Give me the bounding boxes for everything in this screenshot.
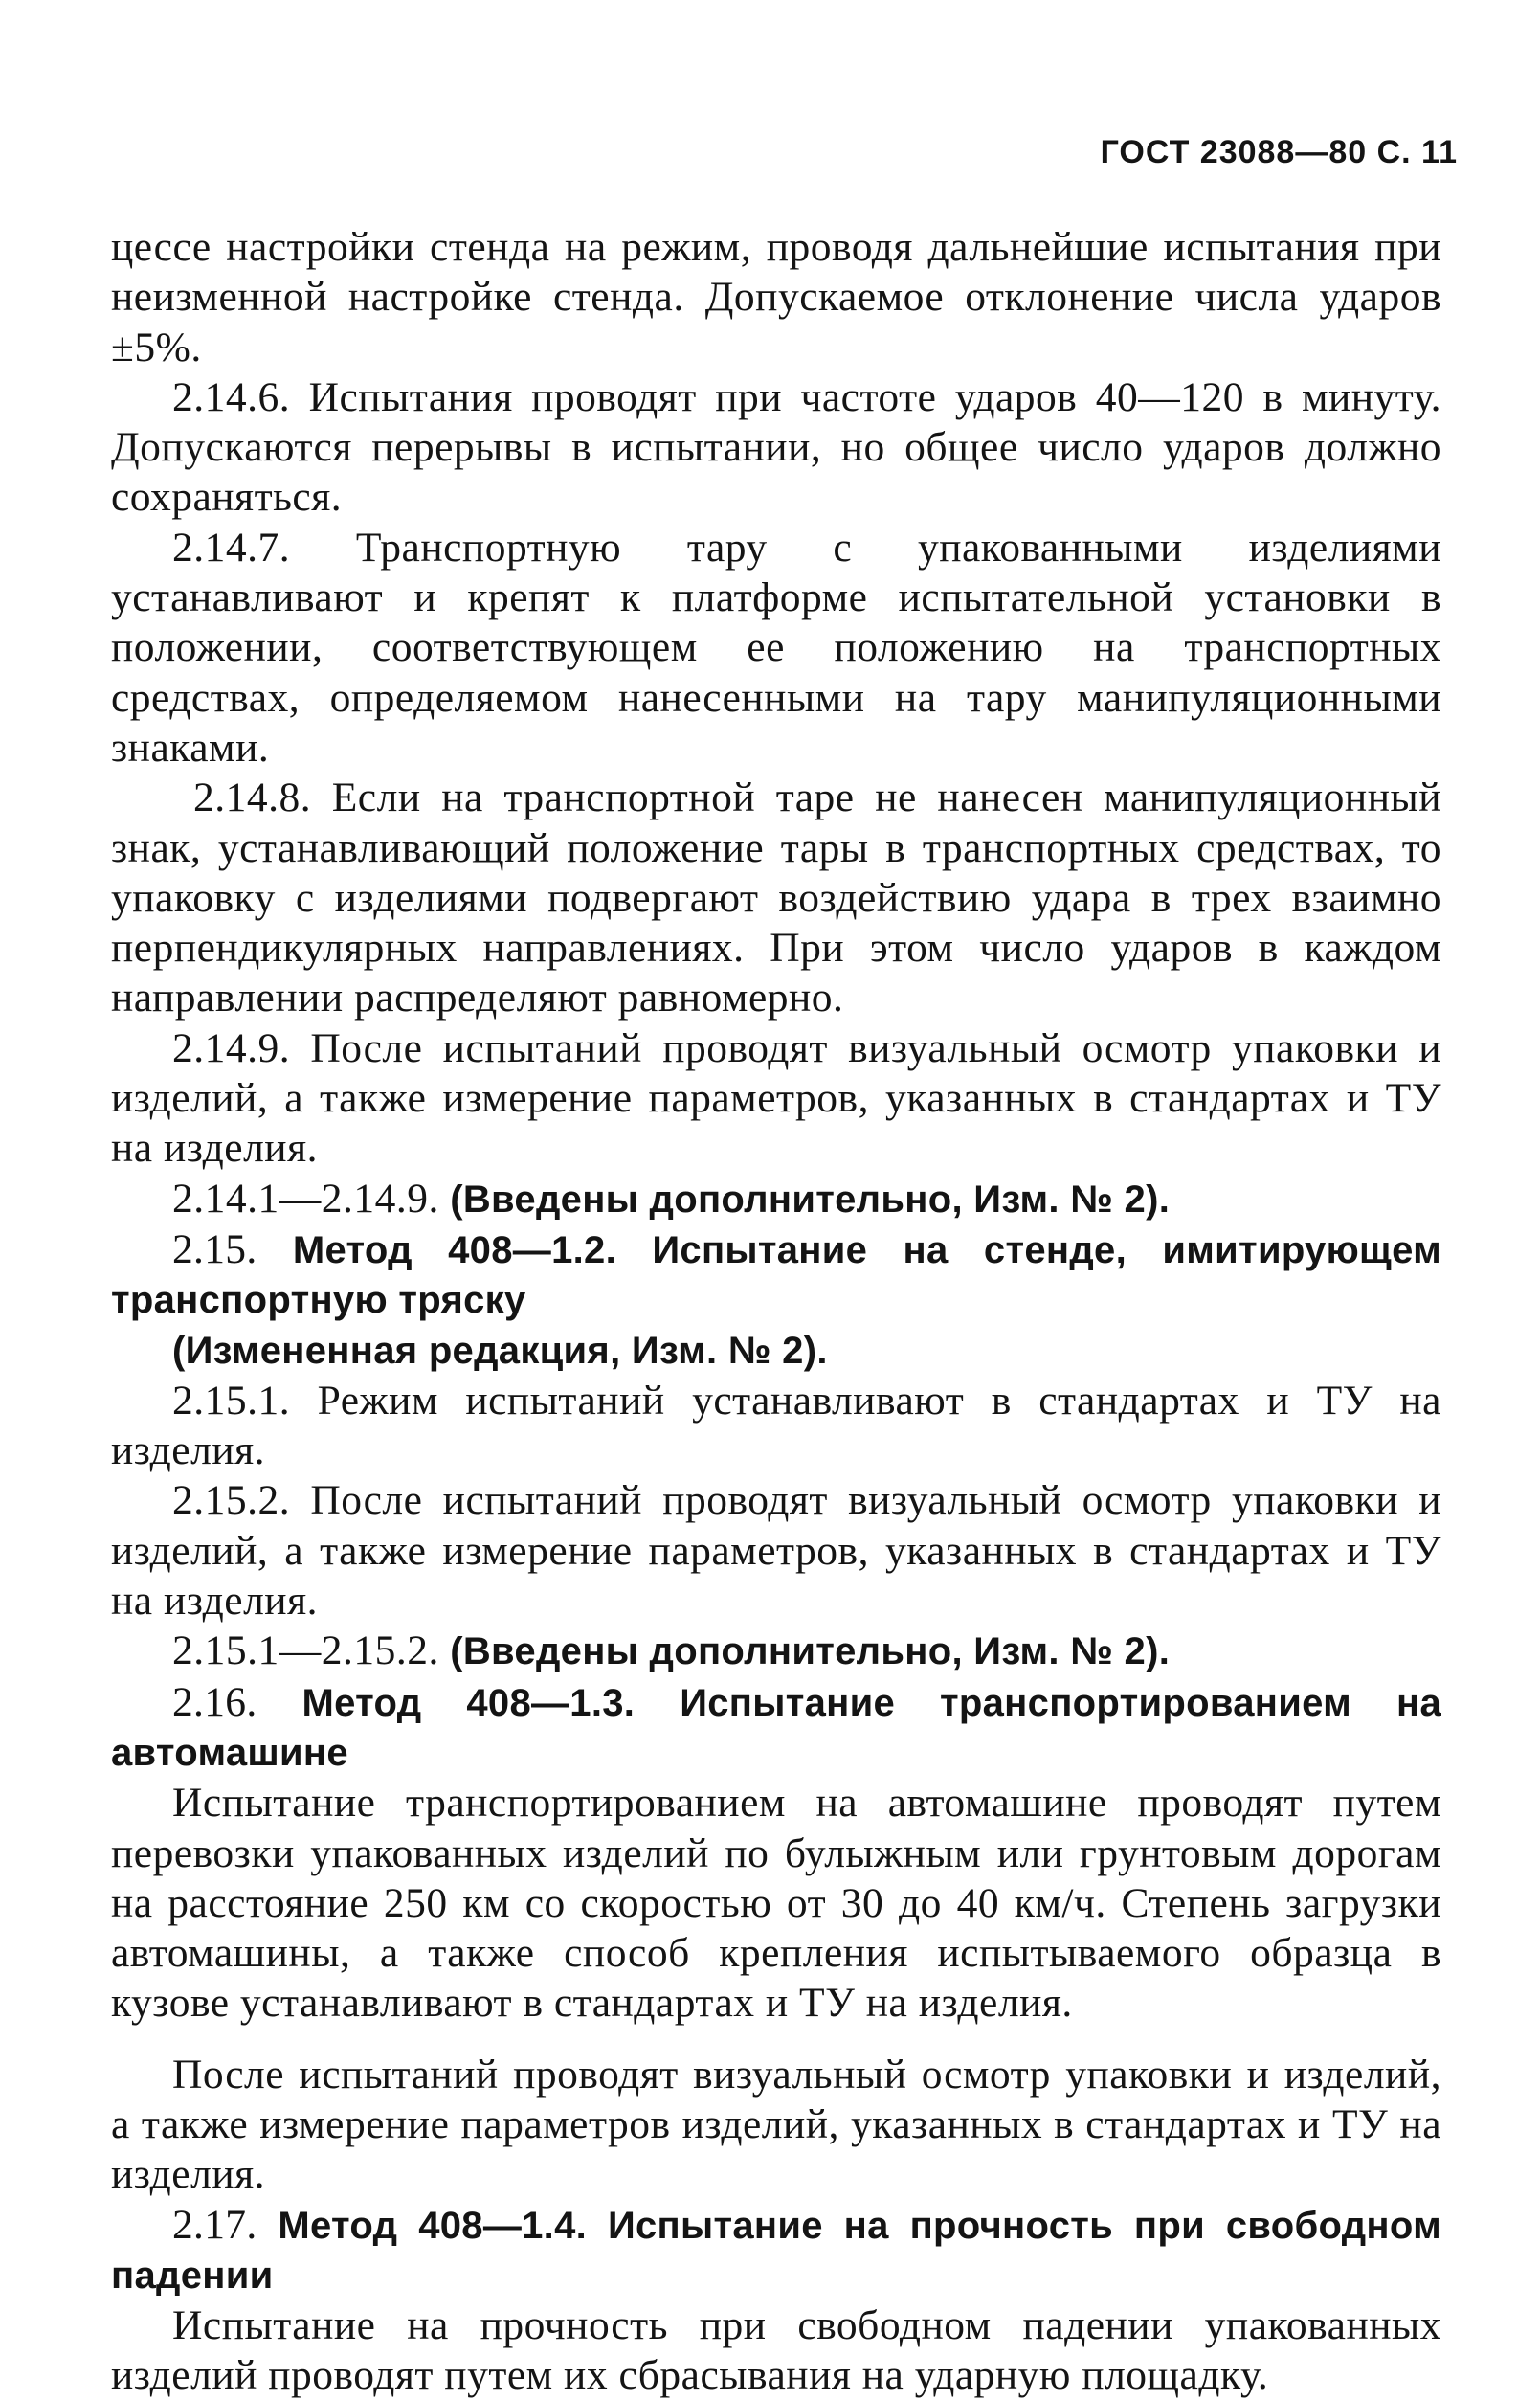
paragraph-2-14-6: 2.14.6. Испытания проводят при частоте ударов 40—120 в минуту. Допускаются перерывы в испытании, но общее число ударов должно сохраняться. [111,373,1441,521]
paragraph-2-16-body: Испытание транспортированием на автомашине проводят путем перевозки упакованных изделий по булыжным или грунтовым дорогам на расстояние 250 км со скоростью от 30 до 40 км/ч. Степень загрузки автомашины, а также способ крепления испытываемого образца в кузове устанавливают в стандартах и ТУ на изделия. [111,1780,1441,2027]
amendment-note-number: 2.15.1—2.15.2. [172,1627,439,1674]
section-heading-2-15 [111,1224,1441,1326]
paragraph-2-17-body: Испытание на прочность при свободном падении упакованных изделий проводят путем их сбрасывания на ударную площадку. [111,2302,1441,2399]
section-number: 2.16. [172,1678,257,1725]
section-number: 2.15. [172,1225,257,1272]
paragraph-continuation: цессе настройки стенда на режим, проводя дальнейшие испытания при неизменной настройке стенда. Допускаемое отклонение числа ударов ±5%. [111,224,1441,370]
amendment-note-text: (Введены дополнительно, Изм. № 2). [450,1178,1171,1221]
amendment-note-2-14 [111,1174,1441,1224]
amendment-note-2-15-1 [111,1626,1441,1676]
section-heading-2-16 [111,1677,1441,1779]
section-title: Метод 408—1.3. Испытание транспортированием на автомашине [111,1681,1441,1774]
paragraph-2-14-8: 2.14.8. Если на транспортной таре не нанесен манипуляционный знак, устанавливающий положение тары в транспортных средствах, то упаковку с изделиями подвергают воздействию удара в трех взаимно перпендикулярных направлениях. При этом число ударов в каждом направлении распределяют равномерно. [111,774,1441,1021]
paragraph-2-14-9: 2.14.9. После испытаний проводят визуальный осмотр упаковки и изделий, а также измерение параметров, указанных в стандартах и ТУ на изделия. [111,1024,1441,1172]
paragraph-2-14-7: 2.14.7. Транспортную тару с упакованными изделиями устанавливают и крепят к платформе испытательной установки в положении, соответствующем ее положению на транспортных средствах, определяемом нанесенными на тару манипуляционными знаками. [111,524,1441,771]
section-title: Метод 408—1.4. Испытание на прочность при свободном падении [111,2204,1441,2297]
section-number: 2.17. [172,2201,257,2248]
section-heading-2-17 [111,2200,1441,2301]
amendment-note-number: 2.14.1—2.14.9. [172,1175,439,1222]
amendment-note-2-15: (Измененная редакция, Изм. № 2). [172,1329,828,1372]
paragraph-2-15-1: 2.15.1. Режим испытаний устанавливают в стандартах и ТУ на изделия. [111,1377,1441,1474]
document-body [111,222,1441,2401]
amendment-note-text: (Введены дополнительно, Изм. № 2). [450,1630,1171,1673]
paragraph-2-15-2: 2.15.2. После испытаний проводят визуальный осмотр упаковки и изделий, а также измерение параметров, указанных в стандартах и ТУ на изделия. [111,1477,1441,1625]
paragraph-2-16-after: После испытаний проводят визуальный осмотр упаковки и изделий, а также измерение параметров изделий, указанных в стандартах и ТУ на изделия. [111,2051,1441,2198]
running-header: ГОСТ 23088—80 С. 11 [1100,134,1458,170]
section-title: Метод 408—1.2. Испытание на стенде, имитирующем транспортную тряску [111,1228,1442,1322]
